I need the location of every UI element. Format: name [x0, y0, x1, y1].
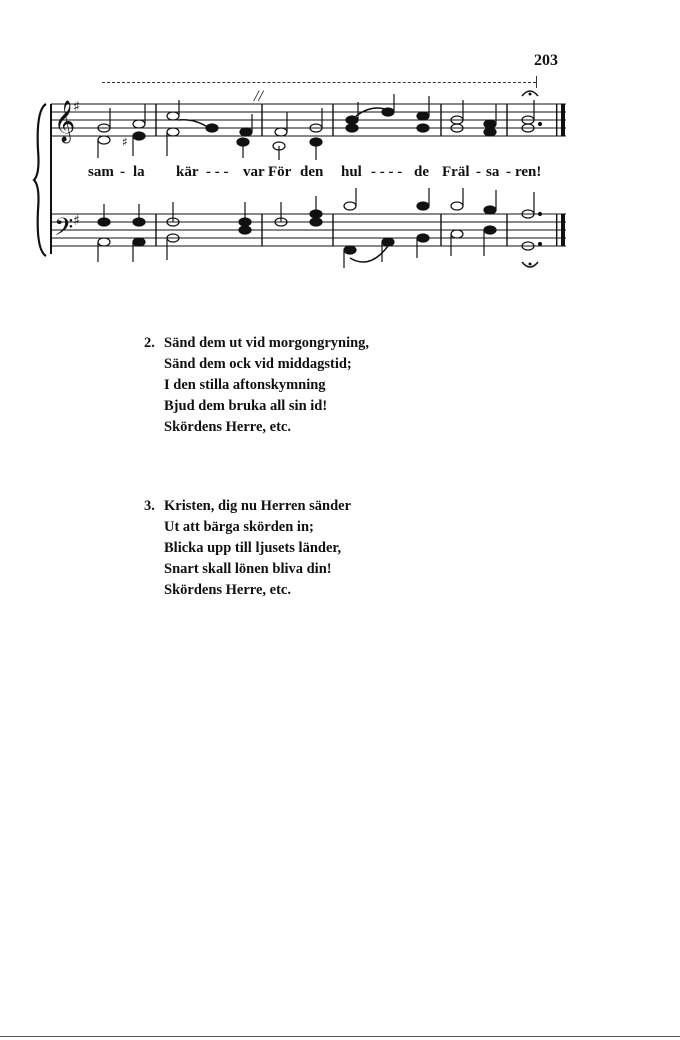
svg-text:♯: ♯	[122, 135, 128, 149]
lyric-hyphen: -	[120, 164, 125, 180]
verse-refrain: Skördens Herre, etc.	[164, 582, 291, 598]
lyric-syllable: För	[268, 164, 292, 180]
lyric-hyphen: - - - -	[371, 164, 403, 180]
lyric-syllable: den	[300, 164, 324, 180]
treble-clef: 𝄞	[54, 101, 76, 142]
lyric-syllable: hul	[341, 164, 362, 180]
lyric-syllable: var	[243, 164, 265, 180]
treble-key-sharp: ♯	[73, 99, 80, 115]
lyric-hyphen: -	[476, 164, 481, 180]
music-score	[0, 0, 680, 290]
page-bottom-rule	[0, 1036, 680, 1037]
lyric-hyphen: - - -	[206, 164, 229, 180]
lyric-syllable: sa	[486, 164, 500, 180]
lyric-syllable: de	[414, 164, 429, 180]
bass-key-sharp: ♯	[73, 213, 80, 229]
verse-line: I den stilla aftonskymning	[164, 377, 326, 393]
breath-mark: //	[254, 88, 263, 105]
verse-line: Bjud dem bruka all sin id!	[164, 398, 328, 414]
verse-3	[144, 496, 351, 601]
lyric-syllable: ren!	[515, 164, 542, 180]
verse-refrain: Skördens Herre, etc.	[164, 419, 291, 435]
lyric-syllable: Fräl	[442, 164, 470, 180]
page-number: 203	[534, 52, 558, 69]
bass-notes	[98, 188, 542, 268]
verse-number: 3.	[144, 498, 155, 514]
lyric-syllable: la	[133, 164, 145, 180]
verse-line: Blicka upp till ljusets länder,	[164, 540, 342, 556]
verse-line: Ut att bärga skörden in;	[164, 519, 314, 535]
verse-line: Kristen, dig nu Herren sänder	[164, 498, 352, 514]
verse-number: 2.	[144, 335, 155, 351]
verse-line: Sänd dem ock vid middagstid;	[164, 356, 352, 372]
verse-2	[144, 333, 369, 438]
lyric-syllable: sam	[88, 164, 114, 180]
lyric-hyphen: -	[506, 164, 511, 180]
bass-clef: 𝄢	[54, 213, 74, 248]
lyrics-line	[0, 164, 680, 186]
lyric-syllable: kär	[176, 164, 199, 180]
verse-line: Sänd dem ut vid morgongryning,	[164, 335, 370, 351]
verse-line: Snart skall lönen bliva din!	[164, 561, 332, 577]
